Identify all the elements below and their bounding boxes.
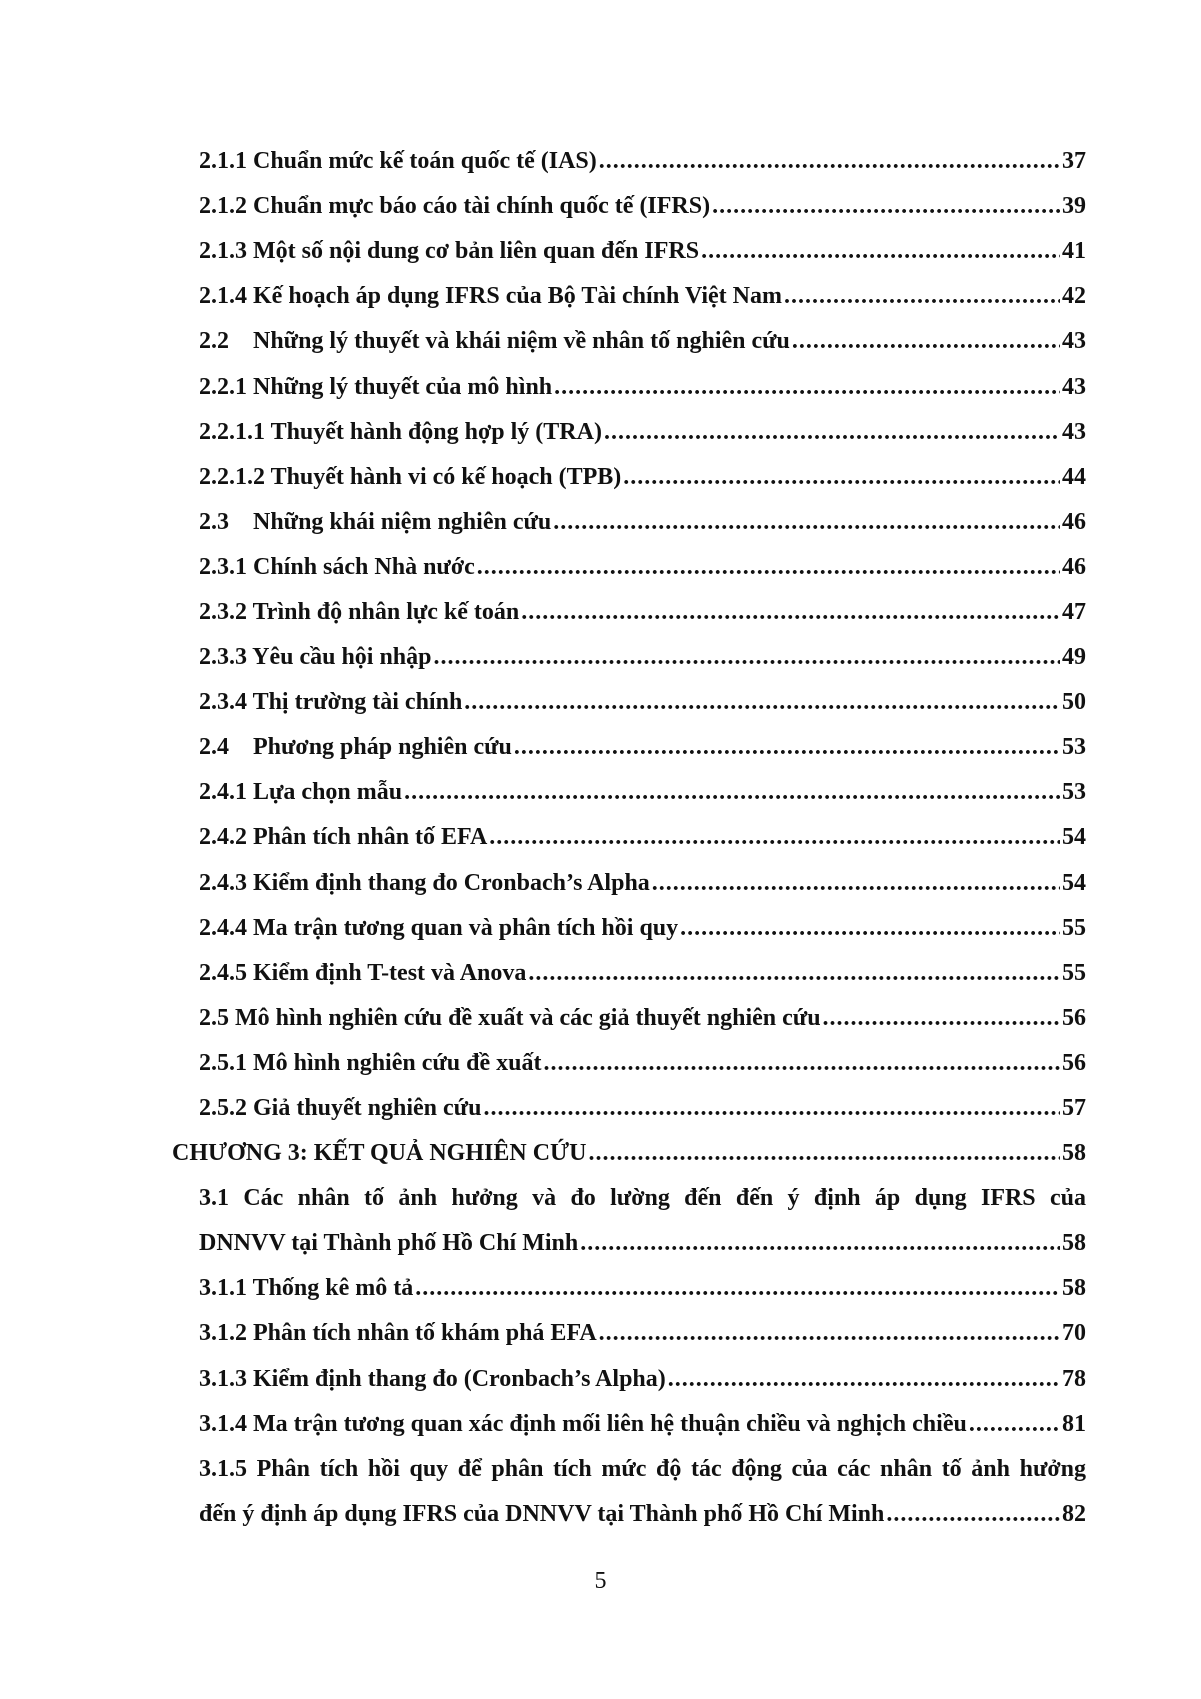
toc-entry-page: 58	[1062, 1230, 1086, 1257]
toc-entry-page: 37	[1062, 148, 1086, 175]
dot-leader	[784, 283, 1060, 310]
toc-entry[interactable]	[0, 184, 1086, 229]
dot-leader	[434, 644, 1061, 671]
toc-entry-title: 2.3.1 Chính sách Nhà nước	[199, 553, 475, 580]
toc-entry-page: 47	[1062, 598, 1086, 625]
dot-leader	[680, 915, 1060, 942]
toc-entry[interactable]	[0, 1041, 1086, 1086]
toc-entry-page: 54	[1062, 824, 1086, 851]
toc-entry[interactable]	[0, 1131, 1086, 1176]
toc-entry-title: 2.4 Phương pháp nghiên cứu	[199, 734, 512, 761]
toc-entry-title: 2.2.1 Những lý thuyết của mô hình	[199, 373, 553, 400]
toc-entry[interactable]	[0, 861, 1086, 906]
toc-entry-title: đến ý định áp dụng IFRS của DNNVV tại Thành phố Hồ Chí Minh	[199, 1500, 885, 1527]
dot-leader	[404, 779, 1060, 806]
toc-entry-title: 3.1.3 Kiểm định thang đo (Cronbach’s Alpha)	[199, 1365, 666, 1392]
toc-entry-page: 58	[1062, 1275, 1086, 1302]
toc-entry[interactable]	[0, 590, 1086, 635]
dot-leader	[554, 374, 1060, 401]
toc-entry-title: 2.5.1 Mô hình nghiên cứu đề xuất	[199, 1049, 542, 1076]
page-number: 5	[594, 1568, 607, 1594]
dot-leader	[543, 1050, 1060, 1077]
toc-entry[interactable]	[0, 139, 1086, 184]
toc-entry-title: 2.5.2 Giả thuyết nghiên cứu	[199, 1095, 482, 1122]
toc-entry-title: 2.1.2 Chuẩn mực báo cáo tài chính quốc tế (IFRS)	[199, 193, 711, 220]
toc-entry[interactable]	[0, 906, 1086, 951]
toc-entry-title: 2.2.1.2 Thuyết hành vi có kế hoạch (TPB)	[199, 463, 622, 490]
toc-entry-title: CHƯƠNG 3: KẾT QUẢ NGHIÊN CỨU	[172, 1140, 587, 1167]
toc-entry-page: 57	[1062, 1095, 1086, 1122]
toc-entry-page: 46	[1062, 508, 1086, 535]
toc-entry-page: 55	[1062, 914, 1086, 941]
toc-entry-page: 81	[1062, 1410, 1086, 1437]
dot-leader	[477, 554, 1060, 581]
toc-entry[interactable]	[0, 229, 1086, 274]
toc-entry-title: 2.4.2 Phân tích nhân tố EFA	[199, 824, 488, 851]
toc-entry[interactable]	[0, 1266, 1086, 1311]
toc-entry-title: 3.1.2 Phân tích nhân tố khám phá EFA	[199, 1320, 597, 1347]
toc-entry-title: 3.1 Các nhân tố ảnh hưởng và đo lường đến đến ý định áp dụng IFRS của	[199, 1185, 1086, 1212]
toc-entry-page: 56	[1062, 1049, 1086, 1076]
toc-entry[interactable]	[0, 1492, 1086, 1537]
toc-entry-page: 53	[1062, 734, 1086, 761]
toc-entry[interactable]	[0, 951, 1086, 996]
toc-entry-title: 2.4.4 Ma trận tương quan và phân tích hồi quy	[199, 914, 679, 941]
toc-entry-page: 43	[1062, 418, 1086, 445]
toc-entry[interactable]	[0, 410, 1086, 455]
toc-entry-title: 3.1.4 Ma trận tương quan xác định mối liên hệ thuận chiều và nghịch chiều	[199, 1410, 967, 1437]
toc-entry-page: 41	[1062, 238, 1086, 265]
toc-entry-page: 42	[1062, 283, 1086, 310]
toc-entry-title: 2.3.3 Yêu cầu hội nhập	[199, 644, 432, 671]
toc-entry[interactable]	[0, 996, 1086, 1041]
toc-entry-page: 53	[1062, 779, 1086, 806]
toc-entry-page: 43	[1062, 373, 1086, 400]
dot-leader	[464, 689, 1060, 716]
dot-leader	[521, 599, 1060, 626]
toc-entry-title: 2.2 Những lý thuyết và khái niệm về nhân tố nghiên cứu	[199, 328, 790, 355]
dot-leader	[514, 734, 1060, 761]
toc-entry-title: 2.1.4 Kế hoạch áp dụng IFRS của Bộ Tài chính Việt Nam	[199, 283, 782, 310]
dot-leader	[623, 464, 1060, 491]
toc-entry-title: 2.3 Những khái niệm nghiên cứu	[199, 508, 552, 535]
dot-leader	[588, 1140, 1060, 1167]
toc-entry-page: 49	[1062, 644, 1086, 671]
toc-entry[interactable]	[0, 815, 1086, 860]
toc-entry-title: 2.4.3 Kiểm định thang đo Cronbach’s Alpha	[199, 869, 650, 896]
toc-entry-page: 58	[1062, 1140, 1086, 1167]
toc-entry-title: 2.3.4 Thị trường tài chính	[199, 689, 463, 716]
toc-entry[interactable]	[0, 1221, 1086, 1266]
toc-entry-title: DNNVV tại Thành phố Hồ Chí Minh	[199, 1230, 579, 1257]
toc-entry-page: 44	[1062, 463, 1086, 490]
toc-entry[interactable]	[0, 725, 1086, 770]
toc-entry-title: 3.1.5 Phân tích hồi quy để phân tích mức độ tác động của các nhân tố ảnh hưởng	[199, 1455, 1086, 1482]
table-of-contents	[0, 139, 1201, 1537]
toc-entry-title: 2.2.1.1 Thuyết hành động hợp lý (TRA)	[199, 418, 602, 445]
dot-leader	[712, 193, 1060, 220]
dot-leader	[886, 1501, 1060, 1528]
toc-entry-title: 2.4.1 Lựa chọn mẫu	[199, 779, 403, 806]
toc-entry-page: 82	[1062, 1500, 1086, 1527]
toc-entry-title: 3.1.1 Thống kê mô tả	[199, 1275, 414, 1302]
toc-entry[interactable]	[0, 1402, 1086, 1447]
dot-leader	[604, 419, 1060, 446]
toc-entry[interactable]	[0, 545, 1086, 590]
toc-entry[interactable]	[0, 1447, 1086, 1492]
toc-entry-title: 2.1.3 Một số nội dung cơ bản liên quan đến IFRS	[199, 238, 700, 265]
toc-entry[interactable]	[0, 455, 1086, 500]
toc-entry-page: 56	[1062, 1004, 1086, 1031]
dot-leader	[599, 1320, 1060, 1347]
dot-leader	[701, 238, 1060, 265]
dot-leader	[528, 960, 1060, 987]
toc-entry-page: 54	[1062, 869, 1086, 896]
toc-entry-page: 46	[1062, 553, 1086, 580]
dot-leader	[652, 870, 1060, 897]
toc-entry[interactable]	[0, 1176, 1086, 1221]
toc-entry-title: 2.4.5 Kiểm định T-test và Anova	[199, 959, 527, 986]
toc-entry[interactable]	[0, 635, 1086, 680]
toc-entry[interactable]	[0, 1311, 1086, 1356]
dot-leader	[668, 1366, 1060, 1393]
dot-leader	[415, 1275, 1060, 1302]
dot-leader	[969, 1411, 1060, 1438]
dot-leader	[599, 148, 1060, 175]
dot-leader	[553, 509, 1060, 536]
dot-leader	[792, 328, 1060, 355]
toc-entry[interactable]	[0, 770, 1086, 815]
toc-entry[interactable]	[0, 500, 1086, 545]
toc-entry[interactable]	[0, 1357, 1086, 1402]
toc-entry[interactable]	[0, 680, 1086, 725]
toc-entry-page: 50	[1062, 689, 1086, 716]
toc-entry[interactable]	[0, 274, 1086, 319]
toc-entry[interactable]	[0, 319, 1086, 364]
toc-entry-page: 70	[1062, 1320, 1086, 1347]
toc-entry-page: 39	[1062, 193, 1086, 220]
toc-entry-page: 78	[1062, 1365, 1086, 1392]
dot-leader	[823, 1005, 1060, 1032]
toc-entry-title: 2.3.2 Trình độ nhân lực kế toán	[199, 598, 520, 625]
toc-entry[interactable]	[0, 364, 1086, 409]
dot-leader	[489, 824, 1060, 851]
toc-entry-page: 55	[1062, 959, 1086, 986]
dot-leader	[580, 1230, 1060, 1257]
toc-entry-page: 43	[1062, 328, 1086, 355]
toc-entry-title: 2.1.1 Chuẩn mức kế toán quốc tế (IAS)	[199, 148, 597, 175]
dot-leader	[483, 1095, 1060, 1122]
toc-entry[interactable]	[0, 1086, 1086, 1131]
toc-entry-title: 2.5 Mô hình nghiên cứu đề xuất và các giả thuyết nghiên cứu	[199, 1004, 821, 1031]
